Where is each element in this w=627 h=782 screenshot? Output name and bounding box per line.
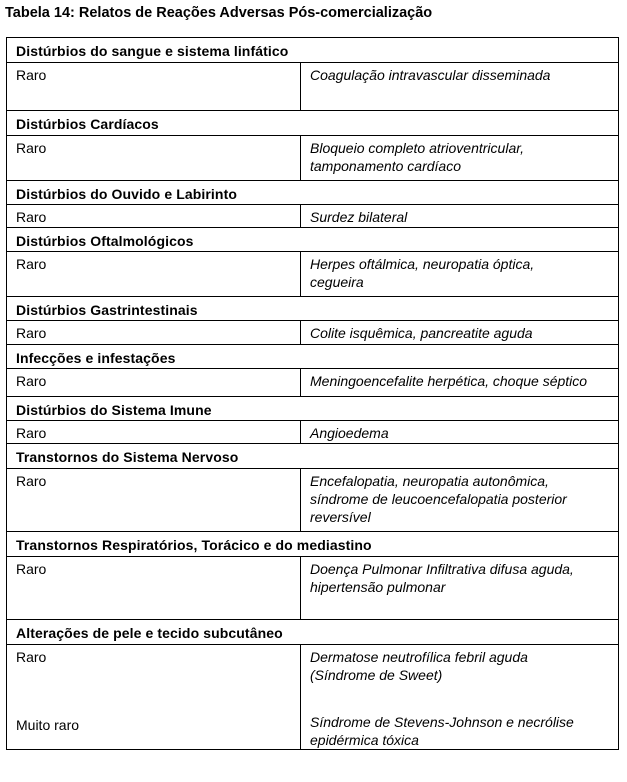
frequency-cell (7, 136, 301, 181)
frequency-label: Raro (16, 140, 47, 156)
frequency-cell (7, 252, 301, 297)
frequency-label: Raro (16, 256, 47, 272)
reaction-cell (301, 321, 619, 345)
reaction-cell (301, 136, 619, 181)
frequency-label: Raro (16, 425, 47, 441)
section-header (7, 345, 619, 369)
reaction-cell (301, 205, 619, 228)
reaction-cell (301, 252, 619, 297)
section-header-row (7, 444, 619, 469)
section-header-row (7, 620, 619, 645)
section-name: Distúrbios Oftalmológicos (16, 233, 194, 249)
reaction-text-line: Encefalopatia, neuropatia autonômica, (310, 473, 549, 489)
section-header-row (7, 345, 619, 369)
frequency-cell (7, 421, 301, 444)
reaction-cell (301, 469, 619, 532)
reaction-text-line: epidérmica tóxica (310, 732, 419, 748)
reaction-row (7, 369, 619, 397)
section-header (7, 181, 619, 205)
reaction-text-line: (Síndrome de Sweet) (310, 667, 443, 683)
section-header (7, 38, 619, 63)
section-header (7, 397, 619, 421)
section-name: Distúrbios Gastrintestinais (16, 302, 198, 318)
reaction-cell (301, 369, 619, 397)
table-title: Tabela 14: Relatos de Reações Adversas Pós-comercialização (5, 5, 433, 21)
section-name: Infecções e infestações (16, 350, 176, 366)
reaction-row (7, 557, 619, 620)
reaction-text-line: tamponamento cardíaco (310, 158, 461, 174)
reaction-cell (301, 645, 619, 750)
reaction-cell (301, 63, 619, 111)
section-header-row (7, 397, 619, 421)
reaction-row (7, 205, 619, 228)
frequency-label: Muito raro (16, 717, 80, 733)
section-header-row (7, 532, 619, 557)
frequency-label: Raro (16, 561, 47, 577)
reaction-text-line: reversível (310, 509, 371, 525)
reaction-row (7, 252, 619, 297)
reaction-row (7, 421, 619, 444)
section-name: Distúrbios do Ouvido e Labirinto (16, 186, 237, 202)
frequency-cell (7, 469, 301, 532)
section-header-row (7, 228, 619, 252)
frequency-cell (7, 205, 301, 228)
reaction-cell (301, 421, 619, 444)
reaction-text-line: Colite isquêmica, pancreatite aguda (310, 325, 533, 341)
section-name: Distúrbios do Sistema Imune (16, 402, 212, 418)
frequency-label: Raro (16, 373, 47, 389)
reaction-text-line: Dermatose neutrofílica febril aguda (310, 649, 528, 665)
section-name: Distúrbios do sangue e sistema linfático (16, 43, 289, 59)
frequency-label: Raro (16, 649, 47, 665)
section-header (7, 297, 619, 321)
section-name: Distúrbios Cardíacos (16, 116, 159, 132)
section-header-row (7, 111, 619, 136)
reaction-text-line: Surdez bilateral (310, 209, 408, 225)
section-header (7, 228, 619, 252)
reaction-text-line: síndrome de leucoencefalopatia posterior (310, 491, 567, 507)
reaction-text-line: Síndrome de Stevens-Johnson e necrólise (310, 714, 574, 730)
section-header (7, 111, 619, 136)
frequency-cell (7, 369, 301, 397)
section-header (7, 444, 619, 469)
reaction-row (7, 469, 619, 532)
reaction-row (7, 321, 619, 345)
reaction-row (7, 63, 619, 111)
frequency-label: Raro (16, 67, 47, 83)
reaction-row (7, 645, 619, 750)
frequency-label: Raro (16, 209, 47, 225)
adverse-reactions-table (6, 37, 619, 750)
section-header (7, 532, 619, 557)
section-header (7, 620, 619, 645)
section-header-row (7, 181, 619, 205)
frequency-label: Raro (16, 473, 47, 489)
reaction-text-line: cegueira (310, 274, 364, 290)
section-name: Alterações de pele e tecido subcutâneo (16, 625, 283, 641)
reaction-cell (301, 557, 619, 620)
reaction-text-line: Coagulação intravascular disseminada (310, 67, 551, 83)
frequency-cell (7, 557, 301, 620)
frequency-cell (7, 645, 301, 750)
reaction-text-line: hipertensão pulmonar (310, 579, 446, 595)
reaction-row (7, 136, 619, 181)
reaction-text-line: Herpes oftálmica, neuropatia óptica, (310, 256, 535, 272)
reaction-text-line: Doença Pulmonar Infiltrativa difusa aguda, (310, 561, 574, 577)
section-header-row (7, 38, 619, 63)
section-header-row (7, 297, 619, 321)
frequency-cell (7, 321, 301, 345)
reaction-text-line: Bloqueio completo atrioventricular, (310, 140, 525, 156)
section-name: Transtornos Respiratórios, Torácico e do mediastino (16, 537, 372, 553)
frequency-cell (7, 63, 301, 111)
reaction-text-line: Meningoencefalite herpética, choque séptico (310, 373, 588, 389)
section-name: Transtornos do Sistema Nervoso (16, 449, 239, 465)
reaction-text-line: Angioedema (310, 425, 389, 441)
frequency-label: Raro (16, 325, 47, 341)
